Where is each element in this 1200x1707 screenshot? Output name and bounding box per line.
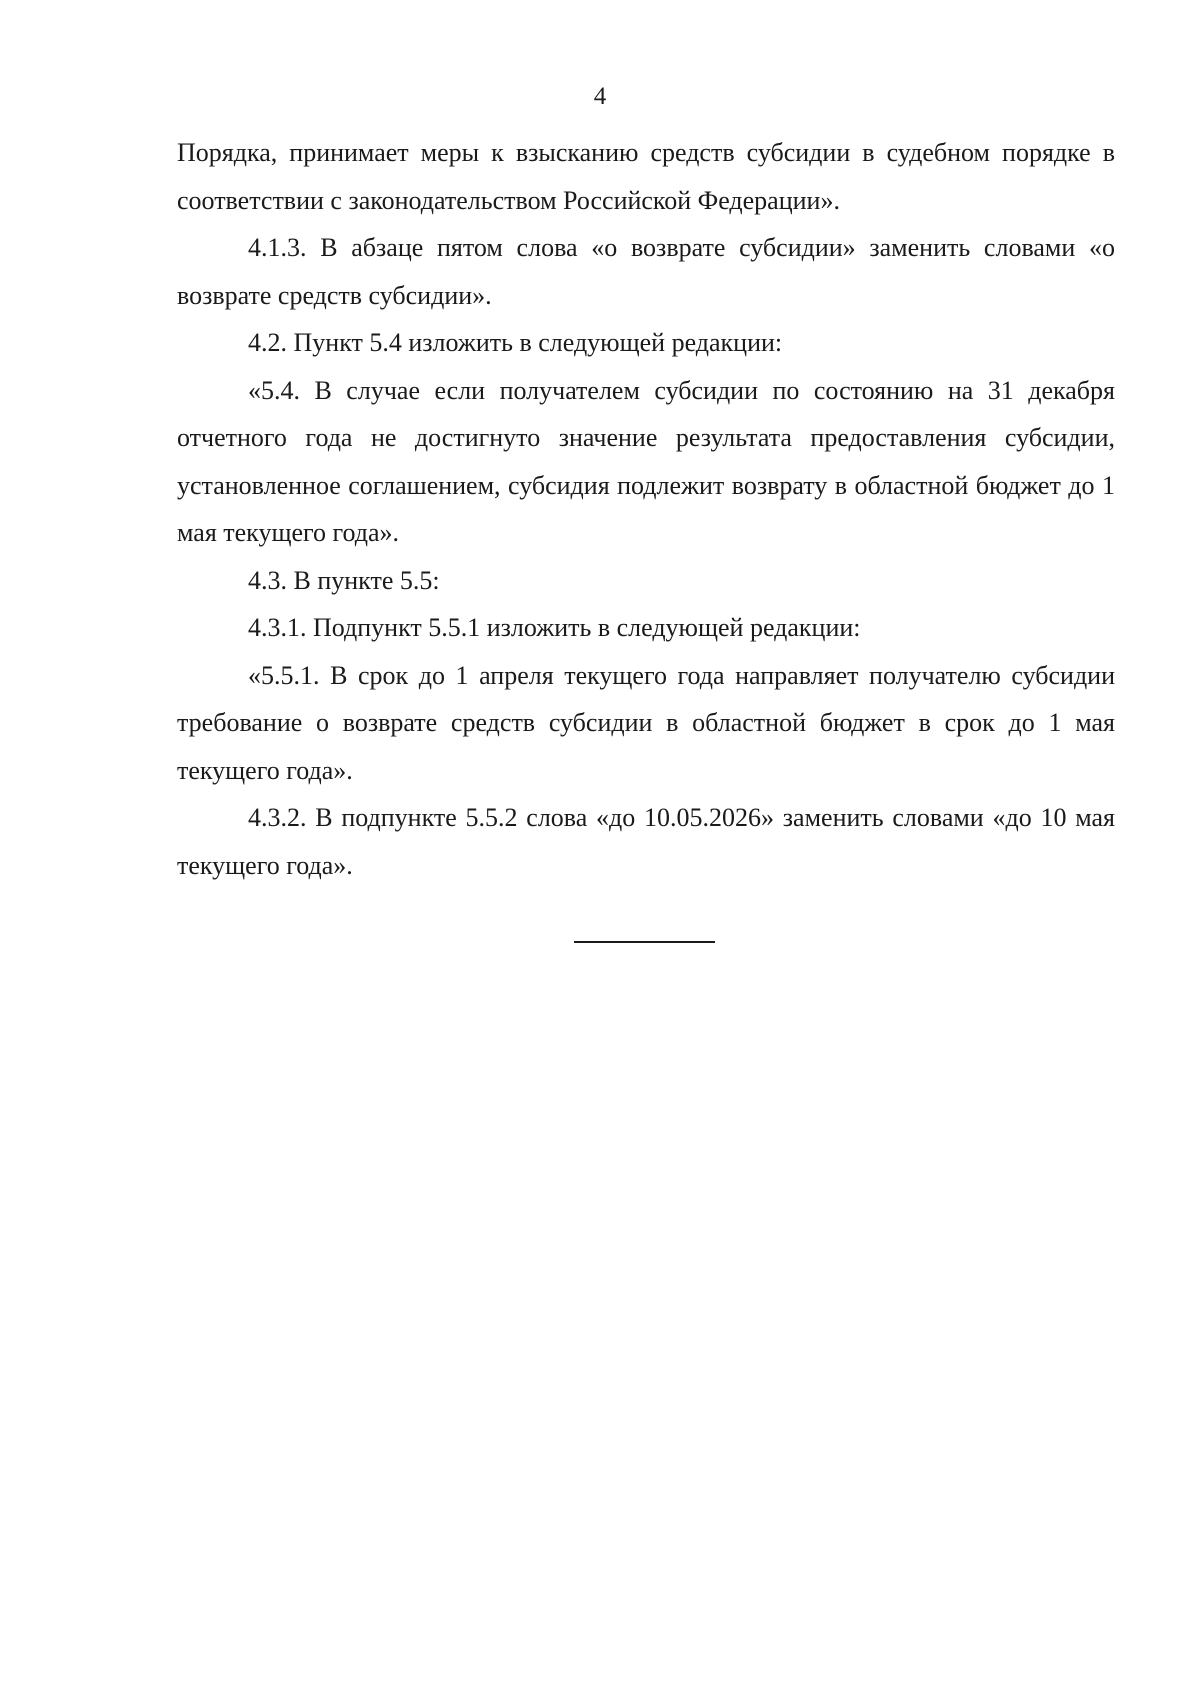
paragraph-4-3-1: 4.3.1. Подпункт 5.5.1 изложить в следующей редакции:: [248, 613, 861, 642]
paragraph-4-3-2: 4.3.2. В подпункте 5.5.2 слова «до 10.05.2026» заменить словами «до 10 мая текущего года».: [177, 803, 1115, 880]
paragraph-4-2: 4.2. Пункт 5.4 изложить в следующей редакции:: [248, 328, 783, 357]
paragraph-5-4-quote: «5.4. В случае если получателем субсидии по состоянию на 31 декабря отчетного года не достигнуто значение результата предоставления субсидии, установленное соглашением, субсидия подлежит возврату в областной бюджет до 1 мая текущего года».: [177, 375, 1115, 547]
paragraph-5-5-1-quote: «5.5.1. В срок до 1 апреля текущего года направляет получателю субсидии требование о возврате средств субсидии в областной бюджет в срок до 1 мая текущего года».: [177, 660, 1115, 785]
end-of-text-rule: [574, 941, 715, 943]
paragraph-continuation: Порядка, принимает меры к взысканию средств субсидии в судебном порядке в соответствии с законодательством Российской Федерации».: [177, 138, 1115, 215]
document-body: [177, 129, 1115, 889]
paragraph-4-1-3: 4.1.3. В абзаце пятом слова «о возврате субсидии» заменить словами «о возврате средств субсидии».: [177, 233, 1115, 310]
paragraph-4-3: 4.3. В пункте 5.5:: [248, 565, 440, 595]
page-number: 4: [593, 83, 607, 110]
